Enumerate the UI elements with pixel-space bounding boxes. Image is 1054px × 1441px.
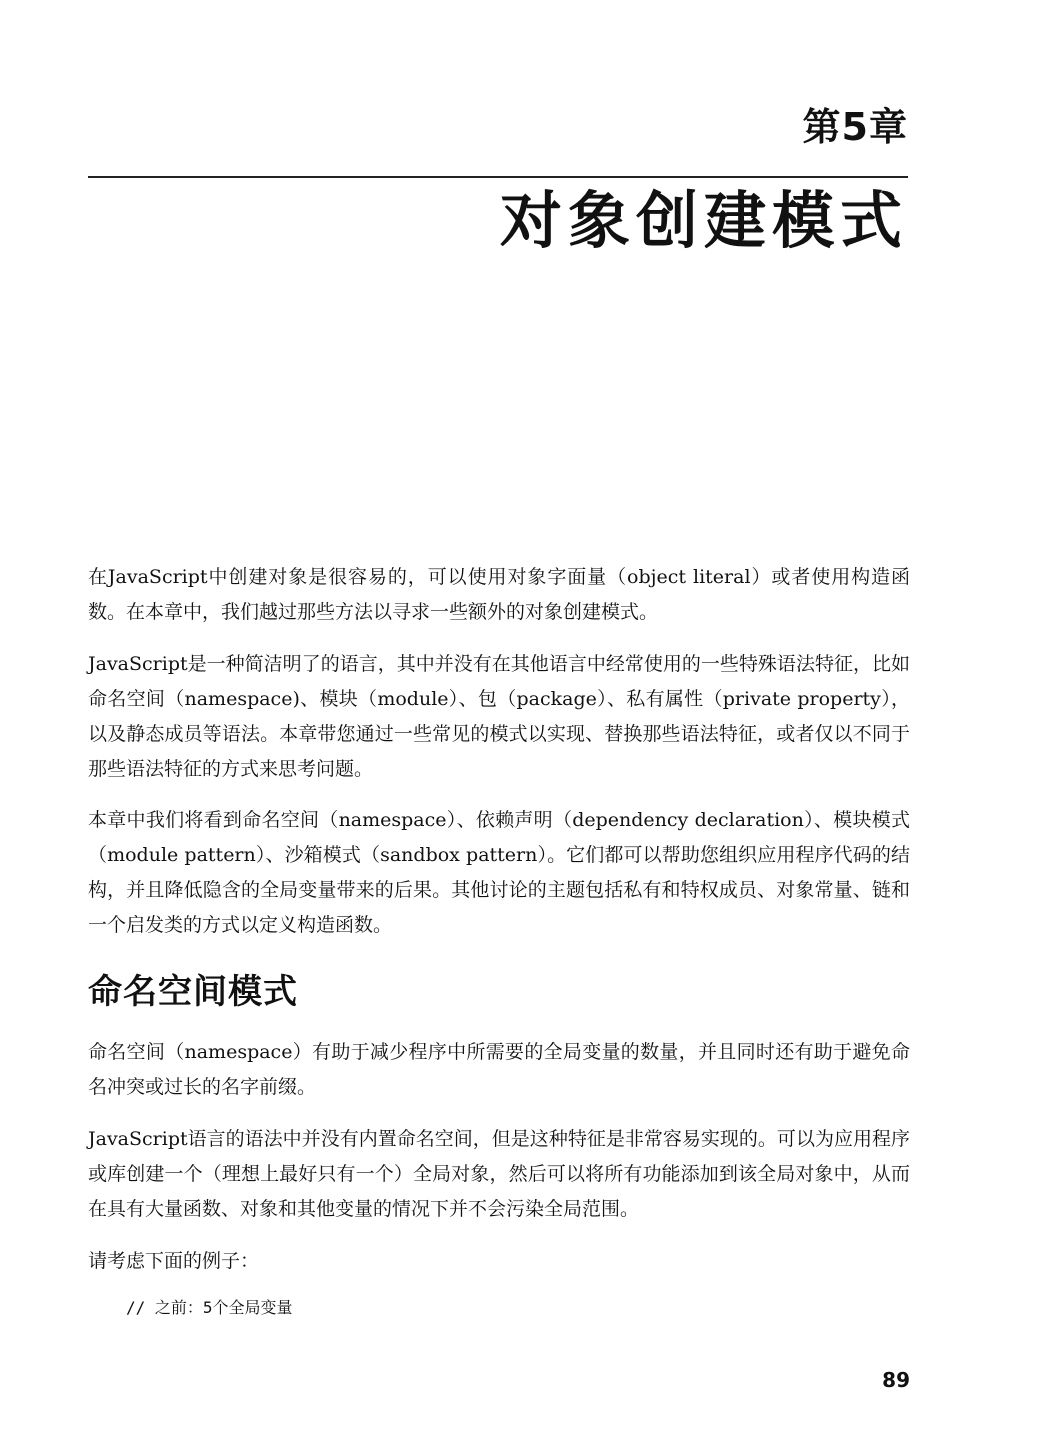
intro-paragraph-3: 本章中我们将看到命名空间（namespace）、依赖声明（dependency declaration）、模块模式（module pattern）、沙箱模式（sandbox pattern）。它们都可以帮助您组织应用程序代码的结构，并且降低隐含的全局变量带来的后果。其他讨论的主题包括私有和特权成员、对象常量、链和一个启发类的方式以定义构造函数。: [88, 809, 910, 936]
chapter-title: 对象创建模式: [499, 184, 908, 257]
section-paragraph-2: JavaScript语言的语法中并没有内置命名空间，但是这种特征是非常容易实现的。可以为应用程序或库创建一个（理想上最好只有一个）全局对象，然后可以将所有功能添加到该全局对象中，从而在具有大量函数、对象和其他变量的情况下并不会污染全局范围。: [88, 1128, 910, 1220]
section-paragraph-1: 命名空间（namespace）有助于减少程序中所需要的全局变量的数量，并且同时还有助于避免命名冲突或过长的名字前缀。: [88, 1041, 910, 1098]
section-paragraph-3: 请考虑下面的例子：: [88, 1250, 260, 1272]
section-heading: 命名空间模式: [88, 972, 298, 1012]
chapter-rule: [88, 176, 908, 178]
intro-paragraph-1: 在JavaScript中创建对象是很容易的，可以使用对象字面量（object literal）或者使用构造函数。在本章中，我们越过那些方法以寻求一些额外的对象创建模式。: [88, 566, 910, 623]
intro-paragraph-2: JavaScript是一种简洁明了的语言，其中并没有在其他语言中经常使用的一些特殊语法特征，比如命名空间（namespace)、模块（module）、包（package）、私有属性（private property），以及静态成员等语法。本章带您通过一些常见的模式以实现、替换那些语法特征，或者仅以不同于那些语法特征的方式来思考问题。: [88, 653, 910, 780]
chapter-label: 第5章: [802, 105, 908, 149]
code-comment-line: // 之前：5个全局变量: [126, 1298, 293, 1317]
page-number: 89: [882, 1368, 910, 1392]
